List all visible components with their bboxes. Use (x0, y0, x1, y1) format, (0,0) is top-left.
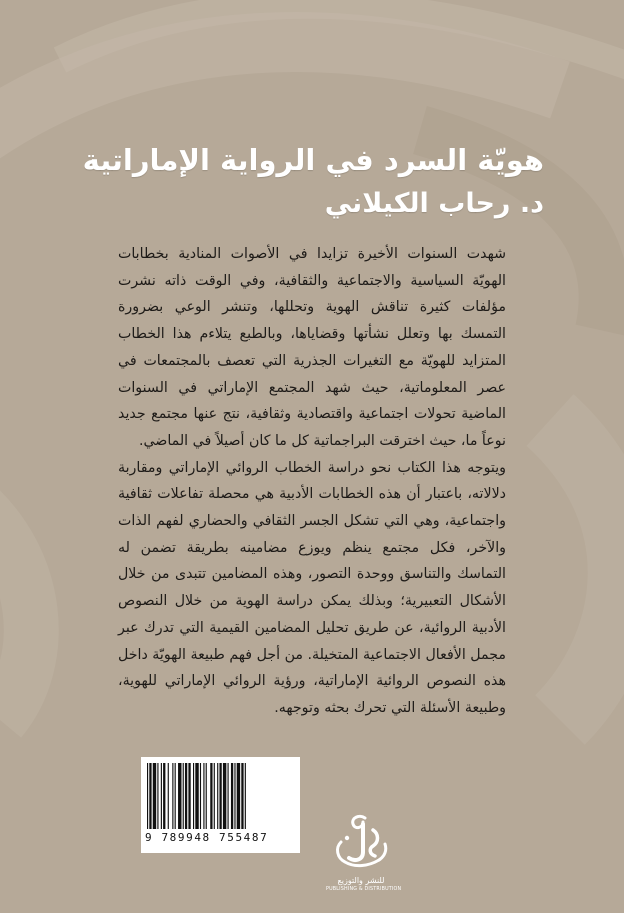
book-author: د. رحاب الكيلاني (324, 188, 544, 219)
isbn-number: 9 789948 755487 (145, 831, 269, 844)
barcode-bars (145, 763, 296, 831)
back-cover-blurb (118, 241, 506, 722)
blurb-paragraph-1: شهدت السنوات الأخيرة تزايدا في الأصوات المنادية بخطابات الهويّة السياسية والاجتماعية والثقافية، وفي الوقت ذاته نشرت مؤلفات كثيرة تناقش الهوية وتحللها، وتنشر الوعي بضرورة التمسك بها وتعلل نشأتها وقضاياها، وبالطبع يتلاءم هذا الخطاب المتزايد للهويّة مع التغيرات الجذرية التي تعصف بالمجتمعات في عصر المعلوماتية، حيث شهد المجتمع الإماراتي في السنوات الماضية تحولات اجتماعية واقتصادية وثقافية، نتج عنها مجتمع جديد نوعاً ما، حيث اخترقت البراجماتية كل ما كان أصيلاً في الماضي. (118, 246, 506, 449)
blurb-paragraph-2: ويتوجه هذا الكتاب نحو دراسة الخطاب الروائي الإماراتي ومقاربة دلالاته، باعتبار أن هذه الخطابات الأدبية هي محصلة تفاعلات ثقافية واجتماعية، وهي التي تشكل الجسر الثقافي والحضاري لفهم الذات والآخر، فكل مجتمع ينظم ويوزع مضامينه بطريقة تضمن له التماسك والتناسق ووحدة التصور، وهذه المضامين تتبدى من خلال الأشكال التعبيرية؛ وبذلك يمكن دراسة الهوية من خلال النصوص الأدبية الروائية، عن طريق تحليل المضامين القيمية التي تدرك عبر مجمل الأفعال الاجتماعية المتخيلة. من أجل فهم طبيعة الهويّة داخل هذه النصوص الروائية الإماراتية، ورؤية الروائي الإماراتي للهوية، وطبيعة الأسئلة التي تحرك بحثه وتوجهه. (118, 459, 506, 716)
publisher-calligraphy-icon (329, 812, 393, 874)
book-title: هويّة السرد في الرواية الإماراتية (82, 143, 544, 177)
publisher-arabic-label: للنشر والتوزيع (337, 876, 385, 885)
isbn-barcode (141, 757, 300, 853)
publisher-english-label: PUBLISHING & DISTRIBUTION (326, 887, 402, 892)
publisher-logo (326, 812, 402, 908)
